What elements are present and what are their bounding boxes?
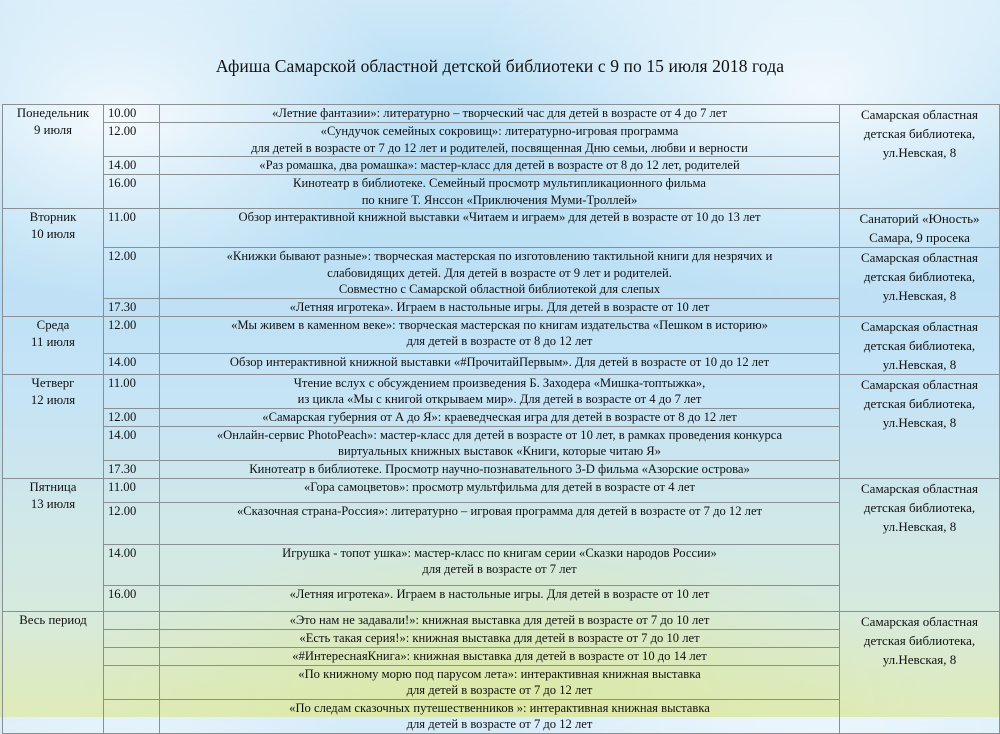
day-cell bbox=[3, 209, 104, 317]
event-description bbox=[160, 629, 840, 647]
event-description bbox=[160, 175, 840, 209]
venue-cell bbox=[840, 478, 1000, 611]
day-name: Весь период bbox=[19, 612, 87, 627]
day-name: Среда bbox=[36, 317, 70, 332]
venue-line: детская библиотека, bbox=[863, 499, 976, 515]
event-line: для детей в возрасте от 7 до 12 лет bbox=[406, 717, 593, 731]
day-cell bbox=[3, 478, 104, 611]
venue-line: детская библиотека, bbox=[863, 337, 976, 353]
event-line: Обзор интерактивной книжной выставки «Читаем и играем» для детей в возрасте от 10 до 13 лет bbox=[238, 210, 761, 224]
venue-line: Самарская областная bbox=[861, 318, 978, 334]
event-line: слабовидящих детей. Для детей в возрасте от 9 лет и родителей. bbox=[327, 265, 672, 280]
venue-line: детская библиотека, bbox=[863, 632, 976, 648]
event-description bbox=[160, 611, 840, 629]
event-line: Совместно с Самарской областной библиотекой для слепых bbox=[338, 282, 661, 296]
event-line: «Летняя игротека». Играем в настольные игры. Для детей в возрасте от 10 лет bbox=[289, 299, 710, 314]
page-title: Афиша Самарской областной детской библиотеки с 9 по 15 июля 2018 года bbox=[215, 56, 785, 76]
venue-line: Санаторий «Юность» bbox=[859, 211, 980, 226]
event-description bbox=[160, 298, 840, 316]
event-line: «Гора самоцветов»: просмотр мультфильма для детей в возрасте от 4 лет bbox=[303, 479, 696, 494]
day-cell bbox=[3, 105, 104, 209]
event-description bbox=[160, 647, 840, 665]
event-line: для детей в возрасте от 7 лет bbox=[422, 562, 577, 576]
table-row bbox=[3, 478, 1000, 502]
event-line: Кинотеатр в библиотеке. Семейный просмотр мультипликационного фильма bbox=[293, 176, 706, 190]
event-description bbox=[160, 502, 840, 544]
event-line: «Это нам не задавали!»: книжная выставка для детей в возрасте от 7 до 10 лет bbox=[289, 612, 710, 627]
venue-cell bbox=[840, 611, 1000, 733]
event-line: для детей в возрасте от 7 до 12 лет и родителей, посвященная Дню семьи, любви и верности bbox=[251, 140, 748, 155]
event-line: Кинотеатр в библиотеке. Просмотр научно-познавательного 3-D фильма «Азорские острова» bbox=[249, 461, 750, 476]
event-time bbox=[104, 629, 160, 647]
event-line: «Есть такая серия!»: книжная выставка для детей в возрасте от 7 до 10 лет bbox=[299, 630, 700, 645]
event-time bbox=[104, 611, 160, 629]
venue-cell bbox=[840, 374, 1000, 478]
event-description bbox=[160, 354, 840, 374]
event-description bbox=[160, 316, 840, 354]
venue-line: ул.Невская, 8 bbox=[882, 414, 957, 430]
event-line: «По книжному морю под парусом лета»: интерактивная книжная выставка bbox=[298, 666, 701, 681]
day-name: Пятница bbox=[29, 479, 77, 494]
day-name: Вторник bbox=[29, 210, 77, 224]
event-line: Обзор интерактивной книжной выставки «#ПрочитайПервым». Для детей в возрасте от 10 до 12 лет bbox=[229, 355, 770, 370]
event-time: 10.00 bbox=[104, 105, 160, 123]
venue-line: ул.Невская, 8 bbox=[882, 288, 957, 303]
venue-line: ул.Невская, 8 bbox=[882, 145, 957, 160]
venue-line: Самарская областная bbox=[861, 613, 978, 629]
event-time: 16.00 bbox=[104, 175, 160, 209]
event-description bbox=[160, 123, 840, 157]
table-row bbox=[3, 316, 1000, 354]
day-cell bbox=[3, 374, 104, 478]
day-date: 12 июля bbox=[30, 392, 76, 407]
venue-cell bbox=[840, 248, 1000, 317]
venue-cell bbox=[840, 316, 1000, 374]
event-time: 12.00 bbox=[104, 408, 160, 426]
day-cell bbox=[3, 611, 104, 733]
venue-line: детская библиотека, bbox=[863, 126, 976, 141]
venue-line: ул.Невская, 8 bbox=[882, 651, 957, 667]
venue-line: Самара, 9 просека bbox=[869, 230, 970, 245]
venue-line: детская библиотека, bbox=[863, 269, 976, 284]
event-line: для детей в возрасте от 7 до 12 лет bbox=[406, 683, 593, 697]
day-date: 10 июля bbox=[30, 227, 76, 241]
event-line: Чтение вслух с обсуждением произведения Б. Заходера «Мишка-топтыжка», bbox=[293, 375, 706, 390]
event-line: «По следам сказочных путешественников »: интерактивная книжная выставка bbox=[289, 700, 710, 715]
event-description bbox=[160, 478, 840, 502]
event-description bbox=[160, 105, 840, 123]
event-time: 17.30 bbox=[104, 298, 160, 316]
venue-line: ул.Невская, 8 bbox=[882, 518, 957, 534]
event-description bbox=[160, 248, 840, 299]
event-line: для детей в возрасте от 8 до 12 лет bbox=[406, 334, 593, 348]
event-time: 11.00 bbox=[104, 209, 160, 248]
event-line: виртуальных книжных выставок «Книги, которые читаю Я» bbox=[338, 444, 661, 458]
event-description bbox=[160, 544, 840, 585]
event-line: «Летняя игротека». Играем в настольные игры. Для детей в возрасте от 10 лет bbox=[289, 586, 710, 601]
event-line: «Самарская губерния от А до Я»: краеведческая игра для детей в возрасте от 8 до 12 лет bbox=[262, 409, 737, 424]
day-name: Понедельник bbox=[16, 106, 90, 120]
event-time: 12.00 bbox=[104, 248, 160, 299]
venue-cell bbox=[840, 209, 1000, 248]
venue-line: детская библиотека, bbox=[863, 395, 976, 411]
event-time: 11.00 bbox=[104, 374, 160, 408]
schedule-table bbox=[2, 104, 1000, 734]
event-line: «#ИнтереснаяКнига»: книжная выставка для детей в возрасте от 10 до 14 лет bbox=[292, 648, 707, 663]
venue-line: Самарская областная bbox=[861, 480, 978, 496]
event-line: «Онлайн-сервис PhotoPeach»: мастер-класс для детей в возрасте от 10 лет, в рамках проведения конкурса bbox=[216, 427, 783, 442]
table-row bbox=[3, 374, 1000, 408]
event-line: «Летние фантазии»: литературно – творческий час для детей в возрасте от 4 до 7 лет bbox=[272, 106, 727, 120]
event-time: 14.00 bbox=[104, 544, 160, 585]
event-description bbox=[160, 699, 840, 733]
event-description bbox=[160, 408, 840, 426]
table-row bbox=[3, 209, 1000, 248]
day-cell bbox=[3, 316, 104, 374]
event-description bbox=[160, 426, 840, 460]
venue-line: ул.Невская, 8 bbox=[882, 356, 957, 372]
venue-line: Самарская областная bbox=[861, 250, 978, 265]
event-line: по книге Т. Янссон «Приключения Муми-Троллей» bbox=[361, 192, 638, 207]
event-description bbox=[160, 665, 840, 699]
event-line: из цикла «Мы с книгой открываем мир». Для детей в возрасте от 4 до 7 лет bbox=[297, 392, 702, 406]
event-line: «Раз ромашка, два ромашка»: мастер-класс для детей в возрасте от 8 до 12 лет, родителей bbox=[259, 158, 740, 172]
venue-cell bbox=[840, 105, 1000, 209]
event-time: 17.30 bbox=[104, 460, 160, 478]
event-line: «Мы живем в каменном веке»: творческая мастерская по книгам издательства «Пешком в историю» bbox=[231, 317, 768, 332]
event-time: 12.00 bbox=[104, 123, 160, 157]
event-time bbox=[104, 699, 160, 733]
table-row bbox=[3, 105, 1000, 123]
event-time: 12.00 bbox=[104, 316, 160, 354]
event-line: «Сундучок семейных сокровищ»: литературно-игровая программа bbox=[320, 124, 679, 138]
day-date: 13 июля bbox=[30, 496, 76, 511]
event-description bbox=[160, 585, 840, 611]
event-description bbox=[160, 209, 840, 248]
event-time: 11.00 bbox=[104, 478, 160, 502]
event-description bbox=[160, 460, 840, 478]
event-description bbox=[160, 374, 840, 408]
event-time: 16.00 bbox=[104, 585, 160, 611]
event-time: 14.00 bbox=[104, 157, 160, 175]
table-row bbox=[3, 248, 1000, 299]
table-row bbox=[3, 611, 1000, 629]
event-line: Игрушка - топот ушка»: мастер-класс по книгам серии «Сказки народов России» bbox=[282, 545, 717, 560]
event-time: 12.00 bbox=[104, 502, 160, 544]
day-date: 11 июля bbox=[31, 334, 75, 349]
event-line: «Сказочная страна-Россия»: литературно – игровая программа для детей в возрасте от 7 до 12 лет bbox=[236, 503, 763, 518]
event-time: 14.00 bbox=[104, 354, 160, 374]
event-description bbox=[160, 157, 840, 175]
day-name: Четверг bbox=[31, 375, 75, 390]
event-time bbox=[104, 647, 160, 665]
event-time bbox=[104, 665, 160, 699]
event-time: 14.00 bbox=[104, 426, 160, 460]
day-date: 9 июля bbox=[34, 123, 72, 137]
venue-line: Самарская областная bbox=[861, 376, 978, 392]
venue-line: Самарская областная bbox=[861, 107, 978, 122]
event-line: «Книжки бывают разные»: творческая мастерская по изготовлению тактильной книги для незрячих и bbox=[226, 249, 773, 263]
